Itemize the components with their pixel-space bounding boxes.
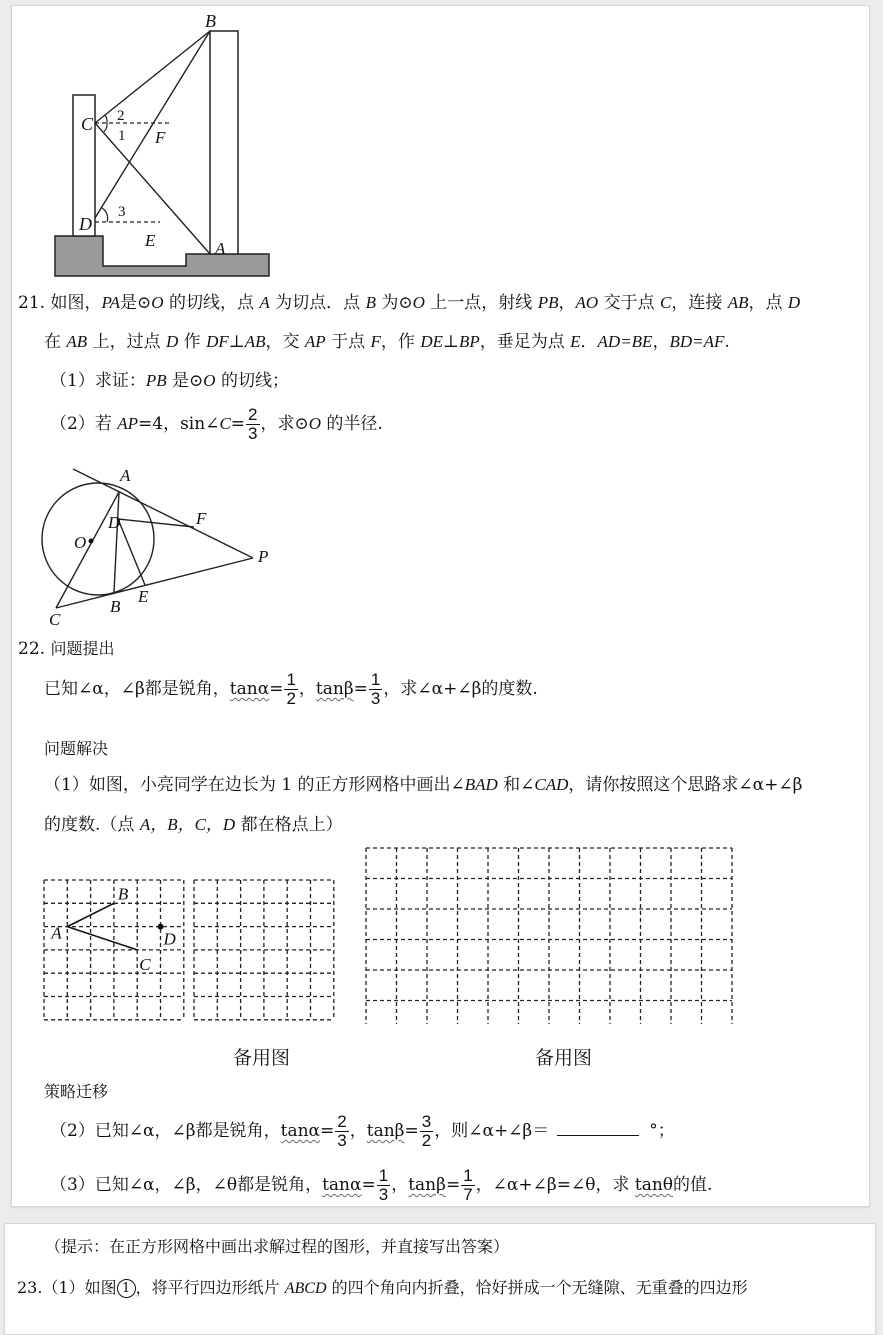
text: = xyxy=(445,1175,461,1195)
math-tan-theta: tanθ xyxy=(634,1175,674,1195)
text: （1）求证： xyxy=(50,371,146,391)
text: 的度数.（点 xyxy=(44,815,140,835)
text: 的切线； xyxy=(215,371,289,391)
q21-part2 xyxy=(50,406,383,443)
text: ． xyxy=(580,332,598,352)
label-F: F xyxy=(155,128,166,147)
circle-tangent-figure xyxy=(32,461,312,631)
math-O: O xyxy=(308,414,322,433)
math-AP: AP xyxy=(117,414,139,433)
math-O: O xyxy=(412,293,425,312)
math-tan-alpha: tanα xyxy=(322,1175,362,1195)
math-B: B xyxy=(365,293,376,312)
text: 为⊙ xyxy=(375,293,413,313)
math-tan-alpha: tanα xyxy=(229,679,270,699)
text: . xyxy=(724,332,730,352)
math-F: F xyxy=(370,332,381,351)
label-E: E xyxy=(145,231,156,250)
line-AC xyxy=(56,492,119,608)
text: （3）已知∠α，∠β，∠θ都是锐角， xyxy=(50,1175,323,1195)
document-page-2 xyxy=(4,1223,876,1335)
text: = xyxy=(320,1121,335,1141)
text: （1）如图 xyxy=(42,1278,117,1297)
text: 都在格点上） xyxy=(235,815,343,835)
q21-line2 xyxy=(44,331,730,353)
fraction-tan-alpha xyxy=(335,1113,348,1150)
text: （2）已知∠α，∠β都是锐角， xyxy=(50,1121,281,1141)
q22-heading xyxy=(18,638,114,660)
label-A: A xyxy=(215,239,226,258)
label-O: O xyxy=(74,533,87,552)
math-tan-alpha: tanα xyxy=(280,1121,321,1141)
denominator: 7 xyxy=(463,1185,473,1204)
section-heading-solution: 问题解决 xyxy=(44,739,109,758)
math-AB: AB xyxy=(66,332,88,351)
math-PB: PB xyxy=(145,371,167,390)
caption-spare-2: 备用图 xyxy=(535,1047,593,1069)
text: （1）如图，小亮同学在边长为 1 的正方形网格中画出∠ xyxy=(44,775,465,795)
label-angle-2: 2 xyxy=(117,108,125,124)
math-O: O xyxy=(151,293,164,312)
grid-spare-1 xyxy=(192,872,338,1024)
numerator: 2 xyxy=(337,1112,347,1131)
text: = xyxy=(230,414,246,434)
text: 的值. xyxy=(673,1175,713,1195)
hint-text: （提示：在正方形网格中画出求解过程的图形，并直接写出答案） xyxy=(45,1237,510,1256)
text: 是⊙ xyxy=(120,293,152,313)
fraction-tan-beta xyxy=(461,1167,474,1204)
fraction-sinC xyxy=(246,406,259,443)
circle-O xyxy=(42,483,154,595)
text: 已知∠α，∠β都是锐角， xyxy=(44,679,230,699)
denominator: 3 xyxy=(248,424,258,443)
text: 和∠ xyxy=(497,775,535,795)
text: ，垂足为点 xyxy=(479,332,571,352)
text: ， xyxy=(558,293,576,313)
label-angle-3: 3 xyxy=(118,204,126,220)
label-P: P xyxy=(258,547,269,566)
numerator: 1 xyxy=(286,670,296,689)
math-tan-beta: tanβ xyxy=(366,1121,405,1141)
text: （2）若 xyxy=(50,414,118,434)
math-C: C xyxy=(659,293,672,312)
q21-part1 xyxy=(50,370,289,392)
math-tan-beta: tanβ xyxy=(315,679,354,699)
text: ，∠α+∠β=∠θ，求 xyxy=(475,1175,635,1195)
label-angle-1: 1 xyxy=(118,128,126,144)
text: ，点 xyxy=(748,293,788,313)
math-BAD: BAD xyxy=(464,775,498,794)
math-points: A，B，C，D xyxy=(139,815,236,834)
text: 为切点．点 xyxy=(269,293,366,313)
text: 交于点 xyxy=(598,293,660,313)
question-number: 21. xyxy=(18,293,46,313)
line-CP xyxy=(56,558,253,608)
math-ABCD: ABCD xyxy=(284,1280,327,1297)
label-E: E xyxy=(138,587,149,606)
numerator: 2 xyxy=(248,405,258,424)
fraction-tan-beta xyxy=(369,671,382,708)
text: 的四个角向内折叠，恰好拼成一个无缝隙、无重叠的四边形 xyxy=(326,1278,748,1297)
tangent-line-PA xyxy=(73,469,253,558)
text: ，作 xyxy=(380,332,421,352)
math-AP: AP xyxy=(304,332,326,351)
math-tan-beta: tanβ xyxy=(408,1175,446,1195)
label-D: D xyxy=(108,513,121,532)
q22-part1-line1 xyxy=(44,774,802,796)
text: 是⊙ xyxy=(166,371,204,391)
question-number: 22. xyxy=(18,639,46,659)
q22-part1-line2 xyxy=(44,814,343,836)
denominator: 3 xyxy=(370,689,381,708)
label-C: C xyxy=(49,610,61,629)
numerator: 1 xyxy=(370,670,381,689)
text: ， xyxy=(391,1175,409,1195)
numerator: 1 xyxy=(378,1166,389,1185)
label-C: C xyxy=(81,114,94,134)
section-heading-strategy: 策略迁移 xyxy=(44,1082,109,1101)
math-DE-perp-BP: DE⊥BP xyxy=(420,332,480,351)
label-F: F xyxy=(196,509,207,528)
q22-part3 xyxy=(50,1167,712,1204)
caption-spare-1: 备用图 xyxy=(233,1047,291,1069)
fraction-tan-beta xyxy=(420,1113,433,1150)
fraction-tan-alpha xyxy=(284,671,297,708)
angle-2-arc xyxy=(105,115,107,123)
text: 上一点，射线 xyxy=(424,293,538,313)
text: 如图， xyxy=(50,293,102,313)
angle-1-arc xyxy=(104,123,107,132)
denominator: 2 xyxy=(286,689,296,708)
line-CB xyxy=(95,31,210,123)
text: 上，过点 xyxy=(87,332,166,352)
grid-label-D: D xyxy=(163,929,176,949)
math-AD-eq-BE: AD=BE xyxy=(597,332,653,351)
line-DE xyxy=(118,519,145,585)
q22-given xyxy=(44,671,538,708)
label-B: B xyxy=(205,11,216,31)
text: ，将平行四边形纸片 xyxy=(135,1278,285,1297)
text: =4，sin∠ xyxy=(138,414,220,434)
segment-AC xyxy=(67,927,137,950)
text: = xyxy=(269,679,284,699)
grid-label-A: A xyxy=(51,923,62,943)
text: 的切线，点 xyxy=(163,293,260,313)
math-D: D xyxy=(166,332,179,351)
text: 作 xyxy=(178,332,207,352)
text: = xyxy=(361,1175,376,1195)
numerator: 1 xyxy=(463,1166,473,1185)
angle-3-arc xyxy=(102,208,108,222)
text: ，求∠α+∠β的度数. xyxy=(383,679,538,699)
math-CAD: CAD xyxy=(534,775,569,794)
math-A: A xyxy=(259,293,270,312)
label-B: B xyxy=(110,597,121,616)
text: ，连接 xyxy=(671,293,728,313)
grid-figure-main xyxy=(42,872,188,1024)
math-O: O xyxy=(203,371,216,390)
text: 的半径. xyxy=(321,414,383,434)
denominator: 3 xyxy=(337,1131,347,1150)
line-DB xyxy=(95,31,210,218)
text: ，请你按照这个思路求∠α+∠β xyxy=(568,775,803,795)
label-D: D xyxy=(79,214,92,234)
question-number: 23. xyxy=(17,1278,43,1297)
line-AB xyxy=(114,492,119,592)
text: 在 xyxy=(44,332,67,352)
fraction-tan-alpha xyxy=(377,1167,390,1204)
grid-label-C: C xyxy=(139,954,151,974)
q21-line1 xyxy=(18,292,800,314)
text: 于点 xyxy=(325,332,371,352)
center-O-dot xyxy=(89,539,94,544)
text: ， xyxy=(652,332,670,352)
math-E: E xyxy=(570,332,581,351)
building-figure xyxy=(37,6,277,281)
math-AB: AB xyxy=(727,293,749,312)
document-page-1 xyxy=(11,5,870,1207)
right-building xyxy=(210,31,238,254)
text: °； xyxy=(649,1121,675,1141)
math-PA: PA xyxy=(101,293,121,312)
text: ，则∠α+∠β＝ xyxy=(434,1121,550,1141)
numerator: 3 xyxy=(421,1112,432,1131)
text: = xyxy=(404,1121,419,1141)
grid-label-B: B xyxy=(117,884,129,904)
math-DF-perp-AB: DF⊥AB xyxy=(206,332,266,351)
text: = xyxy=(353,679,368,699)
circled-number-figure: 1 xyxy=(117,1279,136,1298)
q23-line1 xyxy=(17,1277,748,1300)
text: ，交 xyxy=(265,332,305,352)
label-A: A xyxy=(120,466,131,485)
text: ， xyxy=(349,1121,367,1141)
section-heading-problem: 问题提出 xyxy=(50,639,115,658)
math-D: D xyxy=(787,293,801,312)
math-BD-eq-AF: BD=AF xyxy=(669,332,725,351)
q22-part2 xyxy=(50,1113,675,1150)
math-AO: AO xyxy=(575,293,599,312)
answer-blank[interactable] xyxy=(557,1119,639,1136)
text: ，求⊙ xyxy=(260,414,309,434)
denominator: 2 xyxy=(421,1131,432,1150)
grid-spare-2 xyxy=(364,842,736,1024)
denominator: 3 xyxy=(378,1185,389,1204)
text: ， xyxy=(298,679,316,699)
math-PB: PB xyxy=(537,293,559,312)
math-C: C xyxy=(219,414,231,433)
